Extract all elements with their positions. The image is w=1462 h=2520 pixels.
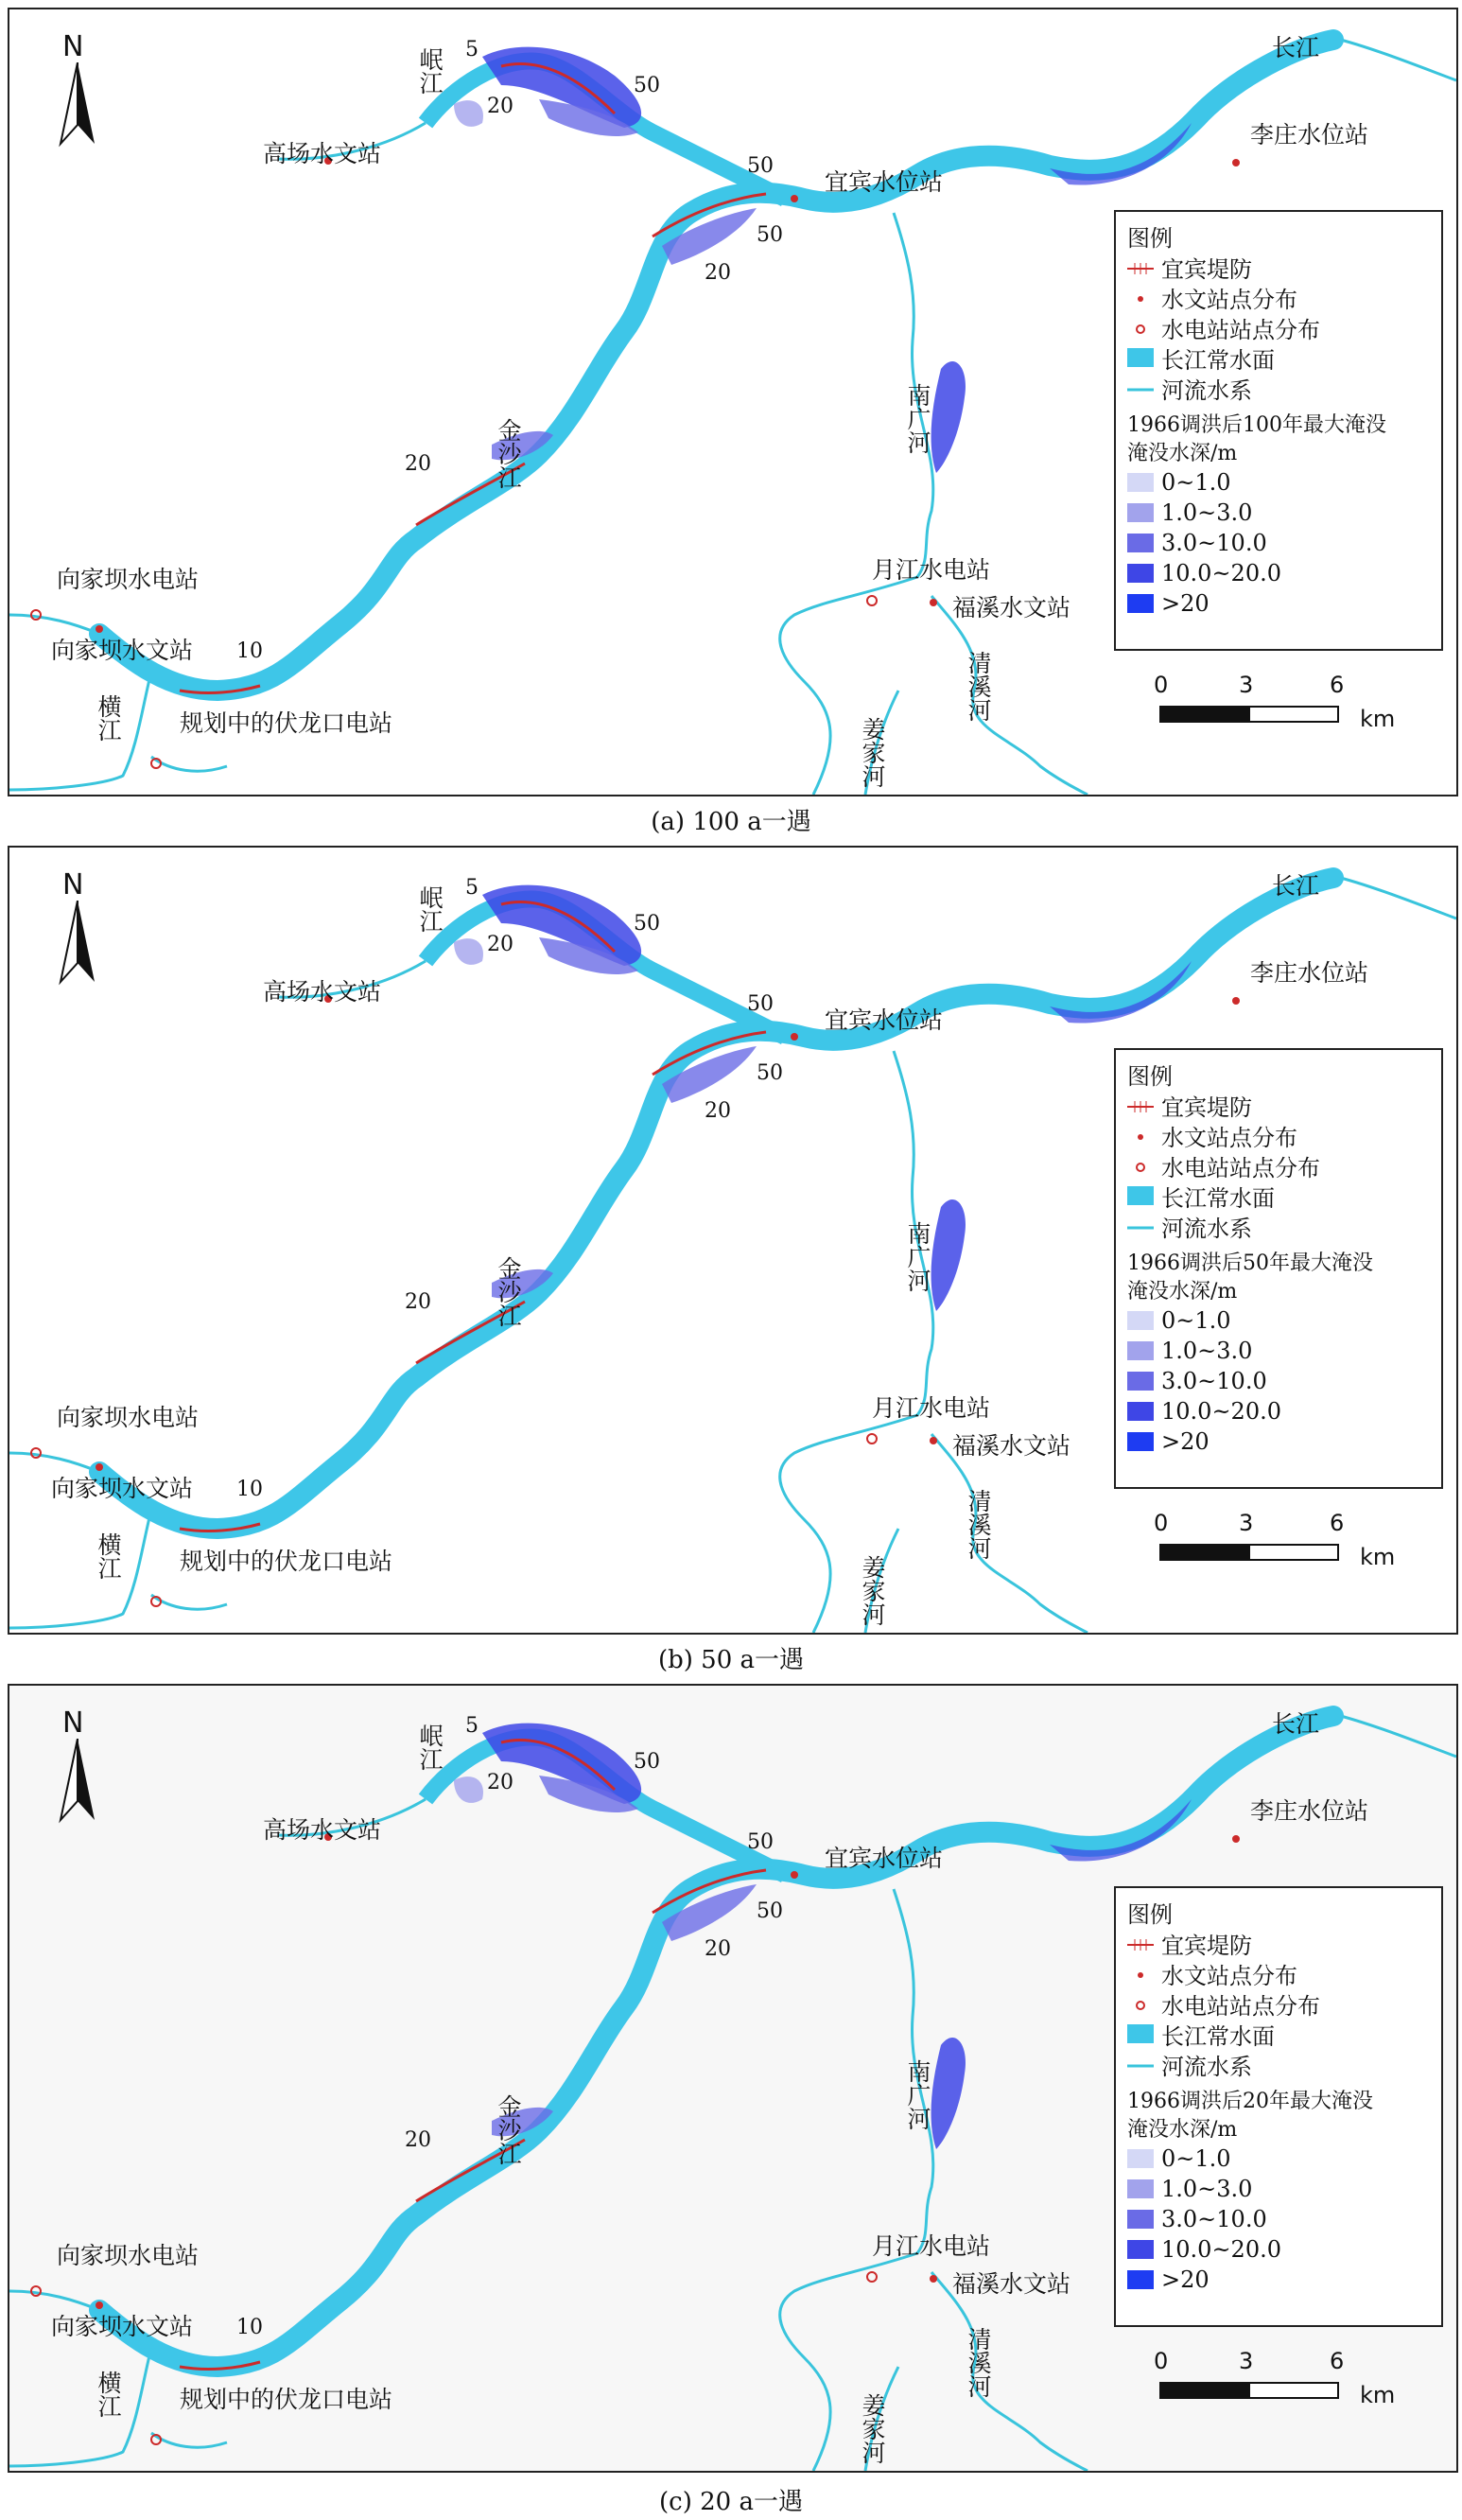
mark-minjiang-east: 50	[634, 912, 660, 936]
normal-water-swatch	[1127, 348, 1154, 367]
mark-yibin-south: 50	[757, 1061, 783, 1085]
legend-flood-title: 1966调洪后100年最大淹没	[1127, 413, 1386, 437]
label-nanguanghe: 南广河	[904, 383, 931, 454]
flood-zone-depth-2	[454, 1776, 483, 1803]
label-fuxi: 福溪水文站	[952, 2270, 1071, 2298]
legend-row-gauge	[1127, 1960, 1297, 1989]
north-arrow-icon	[49, 62, 106, 148]
scale-tick-6: 6	[1330, 1510, 1345, 1536]
depth-swatch-3	[1127, 1402, 1154, 1421]
gauge-symbol-icon	[1127, 288, 1154, 306]
label-xiangjiaba-hydro: 向家坝水电站	[57, 566, 200, 593]
label-jinshajiang: 金沙江	[495, 418, 522, 489]
legend-row-depth-4	[1127, 1428, 1210, 1455]
legend-flood-title: 1966调洪后50年最大淹没	[1127, 1251, 1373, 1275]
mark-minjiang-inner: 20	[487, 1771, 513, 1794]
depth-swatch-1	[1127, 1341, 1154, 1360]
panel-caption-0: (a) 100 a一遇	[651, 808, 811, 836]
legend-row-river	[1127, 375, 1252, 404]
legend-title: 图例	[1127, 225, 1173, 252]
legend-row-depth-3	[1127, 1398, 1281, 1425]
scale-bar	[1154, 672, 1437, 747]
depth-swatch-1	[1127, 2179, 1154, 2198]
station-lizhuang	[1232, 1835, 1240, 1843]
legend-row-depth-0	[1127, 1307, 1231, 1334]
legend-depth-2: 3.0~10.0	[1161, 2206, 1267, 2232]
mark-minjiang-inner: 20	[487, 933, 513, 956]
legend-row-hydropower	[1127, 1152, 1320, 1179]
mark-lower: 10	[236, 2316, 263, 2339]
station-xiangjiaba-gauge	[96, 2301, 103, 2309]
legend-depth-1: 1.0~3.0	[1161, 499, 1253, 526]
label-xiangjiaba-gauge: 向家坝水文站	[51, 637, 194, 664]
legend-depth-2: 3.0~10.0	[1161, 530, 1267, 556]
scale-tick-3: 3	[1239, 2348, 1254, 2374]
map-panel-2	[8, 1684, 1458, 2473]
label-yibin-stage: 宜宾水位站	[825, 168, 944, 196]
legend-normal-water: 长江常水面	[1161, 1184, 1275, 1212]
legend-hydropower: 水电站站点分布	[1161, 1154, 1320, 1181]
label-minjiang: 岷江	[416, 47, 444, 95]
river-qingxi	[931, 2272, 1088, 2471]
legend-row-depth-4	[1127, 590, 1210, 617]
legend-row-depth-4	[1127, 2266, 1210, 2293]
normal-water-swatch	[1127, 2024, 1154, 2043]
depth-swatch-0	[1127, 1311, 1154, 1330]
scale-tick-3: 3	[1239, 1510, 1254, 1536]
mark-yibin-levee: 20	[705, 261, 731, 285]
depth-swatch-1	[1127, 503, 1154, 522]
legend-hydro-gauge: 水文站点分布	[1161, 286, 1297, 313]
legend-row-depth-1	[1127, 1338, 1252, 1364]
station-xiangjiaba-gauge	[96, 1463, 103, 1471]
label-minjiang: 岷江	[416, 885, 444, 933]
label-xiangjiaba-hydro: 向家坝水电站	[57, 1404, 200, 1431]
depth-swatch-3	[1127, 564, 1154, 583]
station-fuxi	[930, 1437, 937, 1444]
legend-river-system: 河流水系	[1161, 1215, 1252, 1242]
mark-yibin-levee: 20	[705, 1099, 731, 1123]
river-hengjiang	[9, 672, 151, 790]
north-label: N	[62, 1706, 84, 1740]
label-gaochang: 高场水文站	[263, 1816, 382, 1844]
river-qingxi	[931, 1434, 1088, 1633]
depth-swatch-2	[1127, 2210, 1154, 2229]
station-yibin	[791, 1033, 798, 1041]
station-fuxi	[930, 599, 937, 606]
legend-hydropower: 水电站站点分布	[1161, 1992, 1320, 2020]
river-yuejiang	[780, 1415, 917, 1633]
label-changjiang: 长江	[1272, 34, 1320, 61]
scale-bar-light	[1248, 2382, 1339, 2399]
mark-jinsha: 20	[405, 1290, 431, 1314]
flood-zone-nanguang	[931, 1199, 966, 1311]
depth-swatch-4	[1127, 594, 1154, 613]
hydropower-symbol-icon	[1127, 318, 1154, 337]
mark-yibin-levee: 20	[705, 1937, 731, 1961]
mark-yibin-north: 50	[747, 992, 774, 1016]
river-hengjiang	[9, 1510, 151, 1628]
legend-hydro-gauge: 水文站点分布	[1161, 1962, 1297, 1989]
legend-levee: 宜宾堤防	[1161, 1932, 1252, 1959]
label-jinshajiang: 金沙江	[495, 1256, 522, 1327]
mark-minjiang-inner: 20	[487, 95, 513, 118]
legend-depth-1: 1.0~3.0	[1161, 2176, 1253, 2202]
legend-river-system: 河流水系	[1161, 2053, 1252, 2080]
legend-normal-water: 长江常水面	[1161, 346, 1275, 374]
river-symbol-icon	[1127, 2055, 1154, 2074]
legend-row-depth-2	[1127, 2206, 1267, 2232]
river-qingxi	[931, 596, 1088, 795]
mark-minjiang-upper: 5	[465, 38, 479, 61]
panel-caption-2: (c) 20 a一遇	[659, 2488, 803, 2516]
label-lizhuang: 李庄水位站	[1250, 959, 1369, 987]
stations	[31, 154, 1240, 768]
label-gaochang: 高场水文站	[263, 140, 382, 167]
station-lizhuang	[1232, 159, 1240, 166]
label-jinshajiang: 金沙江	[495, 2094, 522, 2165]
river-xiangjiaba-west	[9, 1453, 99, 1472]
levee-symbol-icon	[1127, 257, 1154, 276]
station-yibin	[791, 1871, 798, 1879]
legend-title: 图例	[1127, 1901, 1173, 1928]
flood-zone-depth-2	[454, 100, 483, 127]
north-arrow	[49, 868, 106, 982]
mark-lower: 10	[236, 1478, 263, 1501]
scale-tick-0: 0	[1154, 672, 1169, 698]
legend-row-normal-water	[1127, 1182, 1275, 1212]
flood-zone-depth-2	[454, 938, 483, 965]
legend-row-levee	[1127, 1092, 1252, 1121]
label-xiangjiaba-hydro: 向家坝水电站	[57, 2242, 200, 2269]
north-label: N	[62, 868, 84, 901]
map-legend	[1114, 1048, 1443, 1489]
label-fuxi: 福溪水文站	[952, 594, 1071, 621]
legend-row-normal-water	[1127, 344, 1275, 374]
legend-row-depth-1	[1127, 2176, 1252, 2202]
label-fulongkou: 规划中的伏龙口电站	[180, 1548, 393, 1575]
map-panel-0	[8, 8, 1458, 796]
legend-normal-water: 长江常水面	[1161, 2022, 1275, 2050]
legend-row-hydropower	[1127, 314, 1320, 341]
legend-hydropower: 水电站站点分布	[1161, 316, 1320, 343]
legend-depth-0: 0~1.0	[1161, 2145, 1231, 2172]
legend-row-depth-3	[1127, 2236, 1281, 2263]
label-hengjiang: 横江	[95, 2371, 122, 2418]
legend-row-gauge	[1127, 1122, 1297, 1151]
legend-levee: 宜宾堤防	[1161, 1094, 1252, 1121]
legend-depth-title: 淹没水深/m	[1127, 442, 1238, 465]
depth-swatch-0	[1127, 473, 1154, 492]
scale-tick-6: 6	[1330, 2348, 1345, 2374]
label-qingxihe: 清溪河	[965, 2327, 992, 2398]
legend-row-gauge	[1127, 284, 1297, 313]
river-symbol-icon	[1127, 378, 1154, 397]
hydropower-symbol-icon	[1127, 1156, 1154, 1175]
legend-depth-2: 3.0~10.0	[1161, 1368, 1267, 1394]
legend-row-depth-0	[1127, 469, 1231, 496]
label-jiangjiahe: 姜家河	[859, 1555, 886, 1626]
station-xiangjiaba-gauge	[96, 625, 103, 633]
north-arrow-icon	[49, 1739, 106, 1824]
scale-unit: km	[1360, 1544, 1396, 1570]
map-panel-1	[8, 846, 1458, 1635]
legend-row-river	[1127, 2051, 1252, 2080]
hydropower-symbol-icon	[1127, 1994, 1154, 2013]
legend-row-depth-1	[1127, 499, 1252, 526]
label-qingxihe: 清溪河	[965, 651, 992, 722]
label-fuxi: 福溪水文站	[952, 1432, 1071, 1460]
river-hengjiang	[9, 2348, 151, 2466]
mark-lower: 10	[236, 639, 263, 663]
label-yuejiang: 月江水电站	[872, 2232, 991, 2260]
depth-swatch-4	[1127, 1432, 1154, 1451]
north-label: N	[62, 30, 84, 63]
river-fulongkou	[151, 757, 227, 771]
mark-minjiang-upper: 5	[465, 1714, 479, 1738]
legend-row-levee	[1127, 1930, 1252, 1959]
mark-minjiang-east: 50	[634, 1750, 660, 1774]
scale-bar-dark	[1159, 1544, 1250, 1561]
gauge-symbol-icon	[1127, 1126, 1154, 1145]
mark-yibin-south: 50	[757, 1899, 783, 1923]
depth-swatch-4	[1127, 2270, 1154, 2289]
scale-bar-light	[1248, 706, 1339, 723]
scale-tick-6: 6	[1330, 672, 1345, 698]
gauge-symbol-icon	[1127, 1964, 1154, 1983]
map-legend	[1114, 1886, 1443, 2327]
label-minjiang: 岷江	[416, 1724, 444, 1771]
label-fulongkou: 规划中的伏龙口电站	[180, 2386, 393, 2413]
legend-depth-0: 0~1.0	[1161, 1307, 1231, 1334]
legend-depth-title: 淹没水深/m	[1127, 1280, 1238, 1304]
scale-bar-dark	[1159, 2382, 1250, 2399]
scale-bar-light	[1248, 1544, 1339, 1561]
river-yuejiang	[780, 2253, 917, 2471]
legend-depth-4: >20	[1161, 1428, 1210, 1455]
mark-jinsha: 20	[405, 452, 431, 476]
station-yuejiang	[867, 1434, 877, 1444]
scale-bar-dark	[1159, 706, 1250, 723]
label-nanguanghe: 南广河	[904, 2059, 931, 2130]
legend-depth-4: >20	[1161, 2266, 1210, 2293]
scale-bar	[1154, 1510, 1437, 1585]
legend-depth-title: 淹没水深/m	[1127, 2118, 1238, 2142]
legend-depth-1: 1.0~3.0	[1161, 1338, 1253, 1364]
scale-unit: km	[1360, 706, 1396, 732]
river-fulongkou	[151, 1595, 227, 1609]
label-nanguanghe: 南广河	[904, 1221, 931, 1292]
scale-tick-0: 0	[1154, 1510, 1169, 1536]
legend-hydro-gauge: 水文站点分布	[1161, 1124, 1297, 1151]
legend-river-system: 河流水系	[1161, 376, 1252, 404]
north-arrow-icon	[49, 901, 106, 986]
legend-row-depth-2	[1127, 530, 1267, 556]
mark-yibin-north: 50	[747, 154, 774, 178]
river-symbol-icon	[1127, 1216, 1154, 1235]
label-yuejiang: 月江水电站	[872, 556, 991, 584]
label-changjiang: 长江	[1272, 872, 1320, 900]
flood-zone-nanguang	[931, 2038, 966, 2149]
station-yuejiang	[867, 2272, 877, 2282]
label-hengjiang: 横江	[95, 694, 122, 742]
river-fulongkou	[151, 2433, 227, 2447]
station-yuejiang	[867, 596, 877, 605]
depth-swatch-2	[1127, 534, 1154, 552]
legend-levee: 宜宾堤防	[1161, 255, 1252, 283]
label-jiangjiahe: 姜家河	[859, 717, 886, 788]
label-changjiang: 长江	[1272, 1710, 1320, 1738]
levee-symbol-icon	[1127, 1934, 1154, 1952]
river-changjiang-east	[1333, 38, 1456, 80]
panel-caption-1: (b) 50 a一遇	[657, 1646, 805, 1674]
normal-water-swatch	[1127, 1186, 1154, 1205]
label-lizhuang: 李庄水位站	[1250, 121, 1369, 149]
river-changjiang-east	[1333, 1714, 1456, 1757]
legend-depth-3: 10.0~20.0	[1161, 560, 1281, 586]
label-xiangjiaba-gauge: 向家坝水文站	[51, 1475, 194, 1502]
mark-jinsha: 20	[405, 2128, 431, 2152]
legend-row-depth-3	[1127, 560, 1281, 586]
mark-minjiang-upper: 5	[465, 876, 479, 900]
label-lizhuang: 李庄水位站	[1250, 1797, 1369, 1825]
station-yibin	[791, 195, 798, 202]
label-hengjiang: 横江	[95, 1532, 122, 1580]
scale-tick-0: 0	[1154, 2348, 1169, 2374]
label-xiangjiaba-gauge: 向家坝水文站	[51, 2313, 194, 2340]
river-xiangjiaba-west	[9, 615, 99, 634]
river-xiangjiaba-west	[9, 2291, 99, 2310]
legend-flood-title: 1966调洪后20年最大淹没	[1127, 2090, 1373, 2113]
label-fulongkou: 规划中的伏龙口电站	[180, 709, 393, 737]
legend-depth-3: 10.0~20.0	[1161, 1398, 1281, 1425]
label-yibin-stage: 宜宾水位站	[825, 1845, 944, 1872]
river-changjiang-east	[1333, 876, 1456, 919]
legend-depth-0: 0~1.0	[1161, 469, 1231, 496]
legend-row-depth-0	[1127, 2145, 1231, 2172]
legend-row-normal-water	[1127, 2021, 1275, 2050]
station-fuxi	[930, 2275, 937, 2283]
legend-title: 图例	[1127, 1063, 1173, 1090]
levee-symbol-icon	[1127, 1095, 1154, 1114]
map-legend	[1114, 210, 1443, 651]
north-arrow	[49, 30, 106, 144]
depth-swatch-0	[1127, 2149, 1154, 2168]
legend-depth-4: >20	[1161, 590, 1210, 617]
scale-tick-3: 3	[1239, 672, 1254, 698]
legend-row-depth-2	[1127, 1368, 1267, 1394]
north-arrow	[49, 1706, 106, 1820]
station-lizhuang	[1232, 997, 1240, 1005]
flood-zone-nanguang	[931, 361, 966, 473]
legend-row-river	[1127, 1213, 1252, 1242]
mark-yibin-north: 50	[747, 1830, 774, 1854]
legend-row-levee	[1127, 254, 1252, 283]
mark-minjiang-east: 50	[634, 74, 660, 97]
label-yibin-stage: 宜宾水位站	[825, 1006, 944, 1034]
label-gaochang: 高场水文站	[263, 978, 382, 1006]
legend-depth-3: 10.0~20.0	[1161, 2236, 1281, 2263]
river-yuejiang	[780, 577, 917, 795]
mark-yibin-south: 50	[757, 223, 783, 247]
scale-unit: km	[1360, 2382, 1396, 2408]
label-jiangjiahe: 姜家河	[859, 2393, 886, 2464]
scale-bar	[1154, 2348, 1437, 2424]
label-yuejiang: 月江水电站	[872, 1394, 991, 1422]
depth-swatch-2	[1127, 1372, 1154, 1391]
legend-row-hydropower	[1127, 1990, 1320, 2020]
depth-swatch-3	[1127, 2240, 1154, 2259]
label-qingxihe: 清溪河	[965, 1489, 992, 1560]
